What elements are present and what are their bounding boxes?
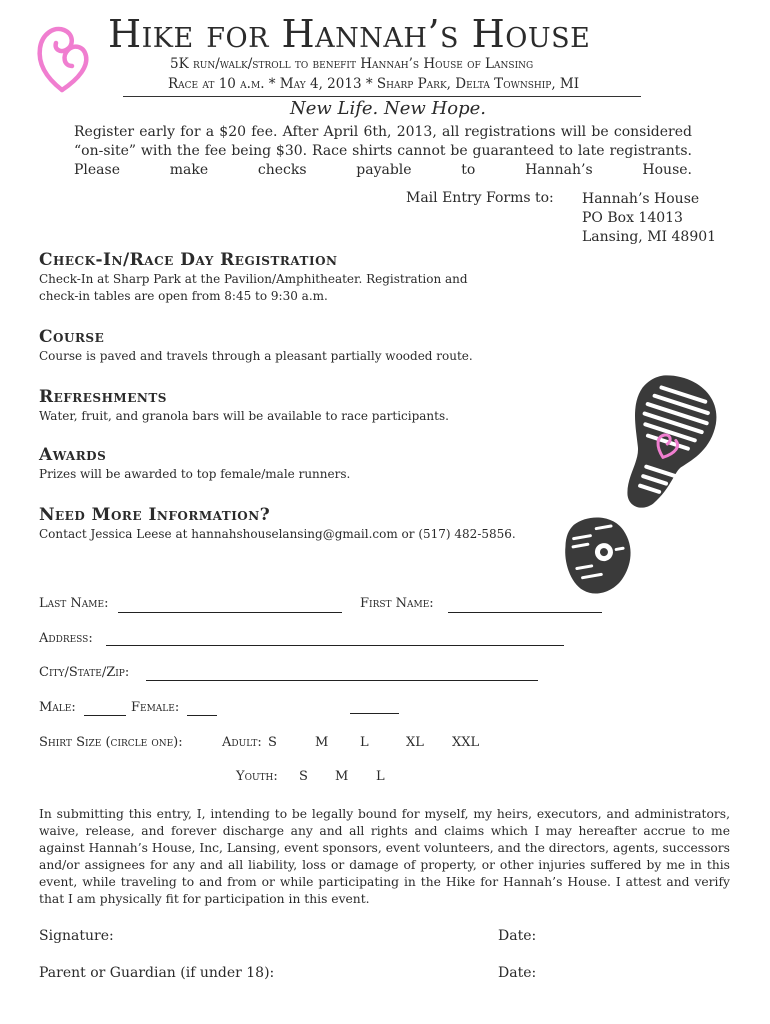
mail-address-line: PO Box 14013 bbox=[582, 210, 683, 226]
page-title: Hike for Hannah’s House bbox=[108, 12, 591, 56]
shoe-print-icon bbox=[612, 370, 722, 520]
awards-text: Prizes will be awarded to top female/male runners. bbox=[39, 467, 351, 481]
last-name-field[interactable] bbox=[118, 612, 342, 613]
course-text: Course is paved and travels through a pleasant partially wooded route. bbox=[39, 349, 473, 363]
male-field[interactable] bbox=[84, 715, 126, 716]
awards-heading: Awards bbox=[39, 445, 107, 465]
male-label: Male: bbox=[39, 700, 76, 715]
adult-label: Adult: bbox=[222, 735, 262, 750]
city-state-zip-label: City/State/Zip: bbox=[39, 665, 130, 680]
address-label: Address: bbox=[39, 631, 93, 646]
refreshments-heading: Refreshments bbox=[39, 387, 167, 407]
mail-address bbox=[582, 190, 716, 247]
first-name-label: First Name: bbox=[360, 596, 434, 611]
first-name-field[interactable] bbox=[448, 612, 602, 613]
event-subtitle: 5K run/walk/stroll to benefit Hannah’s House of Lansing bbox=[170, 56, 534, 72]
adult-size-xxl[interactable]: XXL bbox=[452, 735, 480, 750]
shirt-size-label: Shirt Size (circle one): bbox=[39, 735, 183, 750]
course-heading: Course bbox=[39, 327, 105, 347]
address-field[interactable] bbox=[106, 645, 564, 646]
waiver-text: In submitting this entry, I, intending to be legally bound for myself, my heirs, executors, and administrators, waive, release, and forever discharge any and all rights and claims which I may hereafter accrue to me against Hannah’s House, Inc, Lansing, event sponsors, event volunteers, and the directors, agents, successors and/or assignees for any and all liability, loss or damage of property, or other injuries suffered by me in this event, while traveling to and from or while participating in the Hike for Hannah’s House. I attest and verify that I am physically fit for participation in this event. bbox=[39, 807, 730, 906]
guardian-signature-label: Parent or Guardian (if under 18): bbox=[39, 965, 275, 981]
mail-address-line: Lansing, MI 48901 bbox=[582, 229, 717, 245]
adult-size-m[interactable]: M bbox=[315, 735, 329, 750]
header-divider bbox=[123, 96, 641, 97]
adult-size-s[interactable]: S bbox=[268, 735, 277, 750]
adult-size-l[interactable]: L bbox=[360, 735, 369, 750]
checkin-text: check-in tables are open from 8:45 to 9:30 a.m. bbox=[39, 289, 328, 303]
guardian-date-label: Date: bbox=[498, 965, 537, 981]
info-heading: Need More Information? bbox=[39, 505, 271, 525]
last-name-label: Last Name: bbox=[39, 596, 109, 611]
event-details: Race at 10 a.m. * May 4, 2013 * Sharp Park, Delta Township, MI bbox=[168, 76, 580, 92]
youth-label: Youth: bbox=[236, 769, 278, 784]
checkin-heading: Check-In/Race Day Registration bbox=[39, 250, 338, 270]
info-text: Contact Jessica Leese at hannahshouselansing@gmail.com or (517) 482-5856. bbox=[39, 527, 516, 541]
adult-size-xl[interactable]: XL bbox=[406, 735, 424, 750]
shoe-print-icon bbox=[560, 510, 650, 605]
female-label: Female: bbox=[131, 700, 180, 715]
refreshments-text: Water, fruit, and granola bars will be available to race participants. bbox=[39, 409, 449, 423]
youth-size-l[interactable]: L bbox=[376, 769, 385, 784]
signature-label: Signature: bbox=[39, 928, 114, 944]
youth-size-m[interactable]: M bbox=[335, 769, 349, 784]
checkin-text: Check-In at Sharp Park at the Pavilion/Amphitheater. Registration and bbox=[39, 272, 468, 286]
youth-size-s[interactable]: S bbox=[299, 769, 308, 784]
city-state-zip-field[interactable] bbox=[146, 680, 538, 681]
date-label: Date: bbox=[498, 928, 537, 944]
blank-field[interactable] bbox=[350, 713, 399, 714]
intro-text: Register early for a $20 fee. After April 6th, 2013, all registrations will be considered “on-site” with the fee being $30. Race shirts cannot be guaranteed to late registrants. Please make checks payable to Hannah’s House. bbox=[74, 124, 692, 178]
mail-address-line: Hannah’s House bbox=[582, 191, 700, 207]
mail-label: Mail Entry Forms to: bbox=[406, 190, 554, 206]
intro-paragraph bbox=[74, 123, 692, 180]
female-field[interactable] bbox=[187, 715, 217, 716]
heart-swirl-logo-icon bbox=[34, 18, 92, 96]
tagline: New Life. New Hope. bbox=[290, 98, 486, 119]
